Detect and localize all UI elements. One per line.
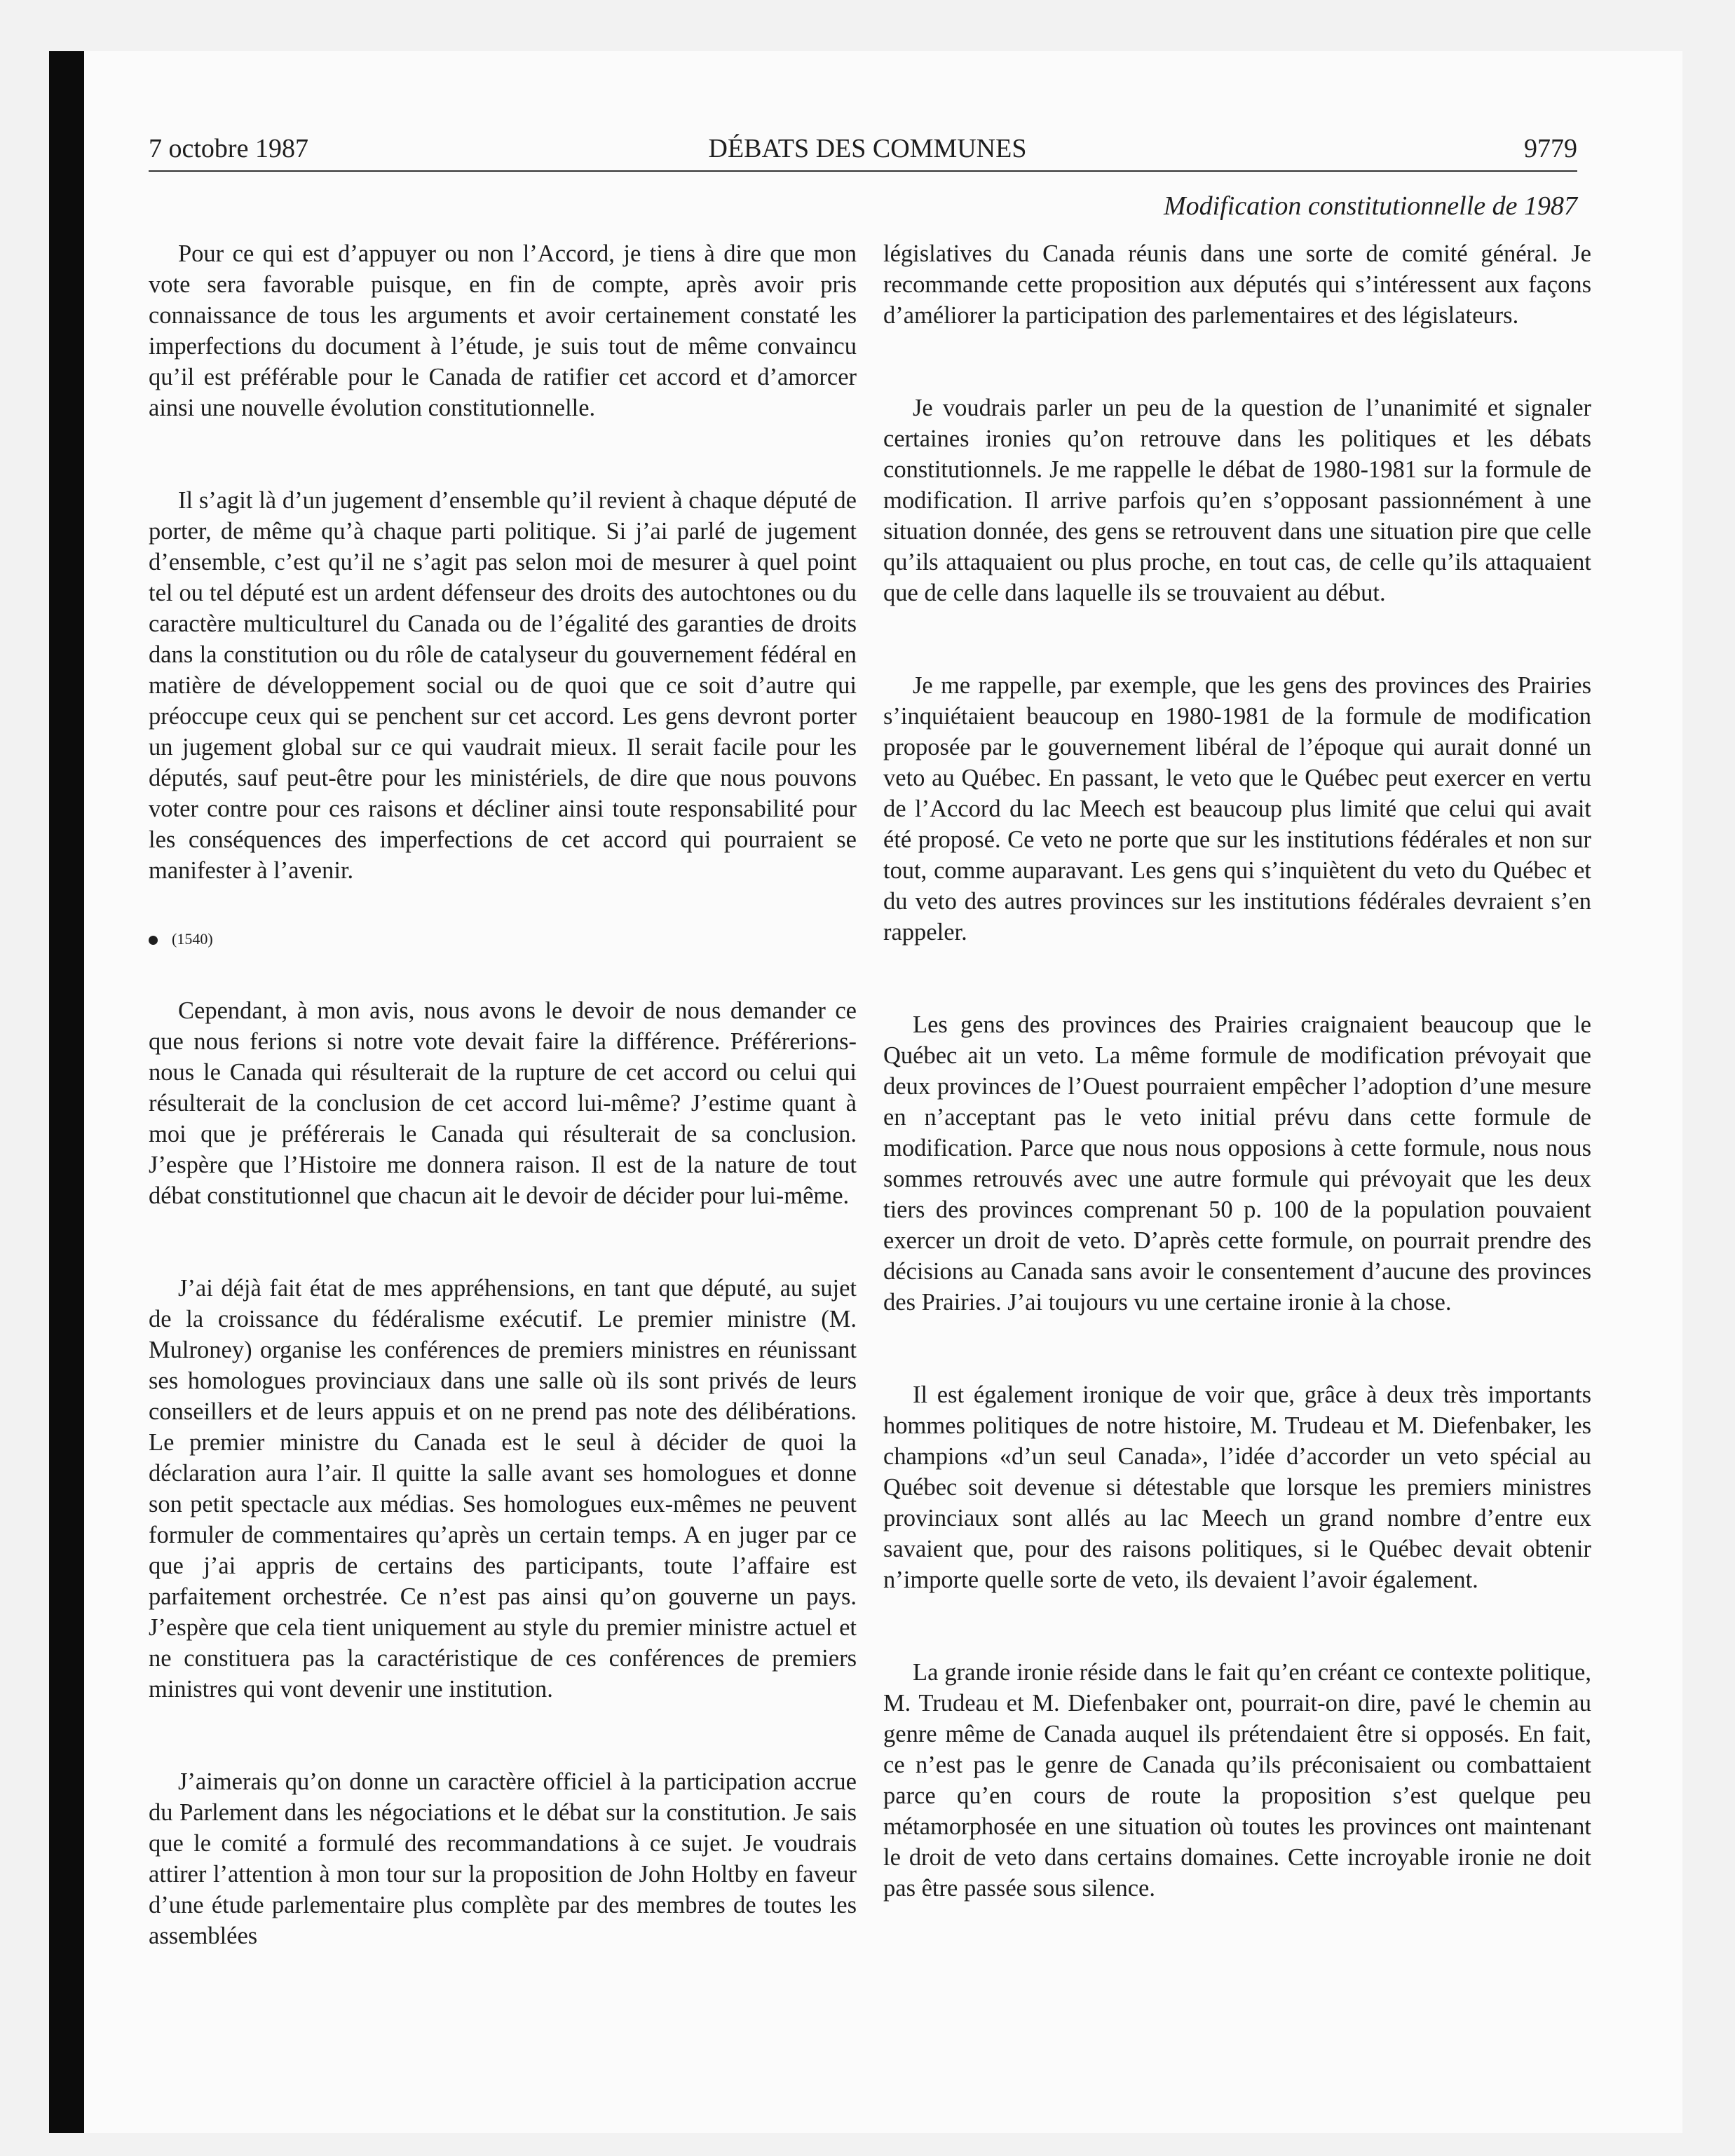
- header-title: DÉBATS DES COMMUNES: [708, 134, 1027, 163]
- paragraph: Il s’agit là d’un jugement d’ensemble qu’il revient à chaque député de porter, de même qu’à chaque parti politique. Si j’ai parlé de jugement d’ensemble, c’est qu’il ne s’agit pas selon moi de mesurer à quel point tel ou tel député est un ardent défenseur des droits des autochtones ou du caractère multiculturel du Canada ou de l’égalité des garanties de droits dans la constitution ou du rôle de catalyseur du gouvernement fédéral en matière de développement social ou de quoi que ce soit d’autre qui préoccupe ceux qui se penchent sur cet accord. Les gens devront porter un jugement global sur ce qui vaudrait mieux. Il serait facile pour les députés, sauf peut-être pour les ministériels, de dire que nous pouvons voter contre pour ces raisons et décliner ainsi toute responsabilité pour les conséquences des imperfections de cet accord qui pourraient se manifester à l’avenir.: [149, 487, 857, 884]
- paragraph: législatives du Canada réunis dans une sorte de comité général. Je recommande cette proposition aux députés qui s’intéressent aux façons d’améliorer la participation des parlementaires et des législateurs.: [883, 240, 1591, 329]
- header-rule: [149, 170, 1577, 172]
- left-column: [149, 238, 857, 1951]
- paragraph: Je voudrais parler un peu de la question de l’unanimité et signaler certaines ironies qu’on retrouve dans les politiques et les débats constitutionnels. Je me rappelle le débat de 1980-1981 sur la formule de modification. Il arrive parfois qu’en s’opposant passionnément à une situation donnée, des gens se retrouvent dans une situation pire que celle qu’ils attaquaient ou plus proche, en tout cas, de celle qu’ils attaquaient que de celle dans laquelle ils se trouvaient au début.: [883, 395, 1591, 606]
- time-marker-label: (1540): [172, 930, 213, 948]
- header-date: 7 octobre 1987: [149, 134, 308, 163]
- header-page-number: 9779: [1524, 134, 1577, 163]
- paragraph: La grande ironie réside dans le fait qu’en créant ce contexte politique, M. Trudeau et M. Diefenbaker ont, pourrait-on dire, pavé le chemin au genre même de Canada auquel ils prétendaient être si opposés. En fait, ce n’est pas le genre de Canada qu’ils préconisaient ou combattaient parce qu’en cours de route la proposition s’est quelque peu métamorphosée en une situation où toutes les provinces ont maintenant le droit de veto dans certains domaines. Cette incroyable ironie ne doit pas être passée sous silence.: [883, 1659, 1591, 1902]
- paragraph: Je me rappelle, par exemple, que les gens des provinces des Prairies s’inquiétaient beaucoup en 1980-1981 de la formule de modification proposée par le gouvernement libéral de l’époque qui aurait donné un veto au Québec. En passant, le veto que le Québec peut exercer en vertu de l’Accord du lac Meech est beaucoup plus limité que celui qui avait été proposé. Ce veto ne porte que sur les institutions fédérales et non sur tout, comme auparavant. Les gens qui s’inquiètent du veto du Québec et du veto des autres provinces sur les institutions fédérales devraient s’en rappeler.: [883, 672, 1591, 946]
- paragraph: Pour ce qui est d’appuyer ou non l’Accord, je tiens à dire que mon vote sera favorable puisque, en fin de compte, après avoir pris connaissance de tous les arguments et avoir certainement constaté les imperfections du document à l’étude, je suis tout de même convaincu qu’il est préférable pour le Canada de ratifier cet accord et d’amorcer ainsi une nouvelle évolution constitutionnelle.: [149, 240, 857, 421]
- paragraph: J’aimerais qu’on donne un caractère officiel à la participation accrue du Parlement dans les négociations et le débat sur la constitution. Je sais que le comité a formulé des recommandations à ce sujet. Je voudrais attirer l’attention à mon tour sur la proposition de John Holtby en faveur d’une étude parlementaire plus complète par des membres de toutes les assemblées: [149, 1768, 857, 1949]
- right-column: [883, 238, 1591, 1904]
- paragraph: Les gens des provinces des Prairies craignaient beaucoup que le Québec ait un veto. La même formule de modification prévoyait que deux provinces de l’Ouest pourraient empêcher l’adoption d’une mesure en n’acceptant pas le veto initial prévu dans cette formule de modification. Parce que nous nous opposions à cette formule, nous nous sommes retrouvés avec une autre formule qui prévoyait que les deux tiers des provinces comprenant 50 p. 100 de la population pouvaient exercer un droit de veto. D’après cette formule, on pourrait prendre des décisions au Canada sans avoir le consentement d’aucune des provinces des Prairies. J’ai toujours vu une certaine ironie à la chose.: [883, 1011, 1591, 1316]
- time-marker: [149, 924, 857, 955]
- paragraph: Il est également ironique de voir que, grâce à deux très importants hommes politiques de notre histoire, M. Trudeau et M. Diefenbaker, les champions «d’un seul Canada», l’idée d’accorder un veto spécial au Québec soit devenue si détestable que lorsque les premiers ministres provinciaux sont allés au lac Meech un grand nombre d’entre eux savaient que, pour des raisons politiques, si le Québec devait obtenir n’importe quelle sorte de veto, ils devaient l’avoir également.: [883, 1381, 1591, 1593]
- bullet-icon: [149, 936, 158, 945]
- section-title: Modification constitutionnelle de 1987: [1164, 191, 1577, 221]
- binding-edge: [49, 51, 84, 2133]
- paragraph: Cependant, à mon avis, nous avons le devoir de nous demander ce que nous ferions si notre vote devait faire la différence. Préférerions-nous le Canada qui résulterait de la rupture de cet accord ou celui qui résulterait de la conclusion de cet accord lui-même? J’estime quant à moi que je préférerais le Canada qui résulterait de sa conclusion. J’espère que l’Histoire me donnera raison. Il est de la nature de tout débat constitutionnel que chacun ait le devoir de décider pour lui-même.: [149, 997, 857, 1209]
- paragraph: J’ai déjà fait état de mes appréhensions, en tant que député, au sujet de la croissance du fédéralisme exécutif. Le premier ministre (M. Mulroney) organise les conférences de premiers ministres en réunissant ses homologues provinciaux dans une salle où ils sont privés de leurs conseillers et de leurs appuis et on ne prend pas note des délibérations. Le premier ministre du Canada est le seul à décider de quoi la déclaration aura l’air. Il quitte la salle avant ses homologues et donne son petit spectacle aux médias. Ses homologues eux-mêmes ne peuvent formuler de commentaires qu’après un certain temps. A en juger par ce que j’ai appris de certains des participants, toute l’affaire est parfaitement orchestrée. Ce n’est pas ainsi qu’on gouverne un pays. J’espère que cela tient uniquement au style du premier ministre actuel et ne constituera pas la caractéristique de ces conférences de premiers ministres qui vont devenir une institution.: [149, 1275, 857, 1703]
